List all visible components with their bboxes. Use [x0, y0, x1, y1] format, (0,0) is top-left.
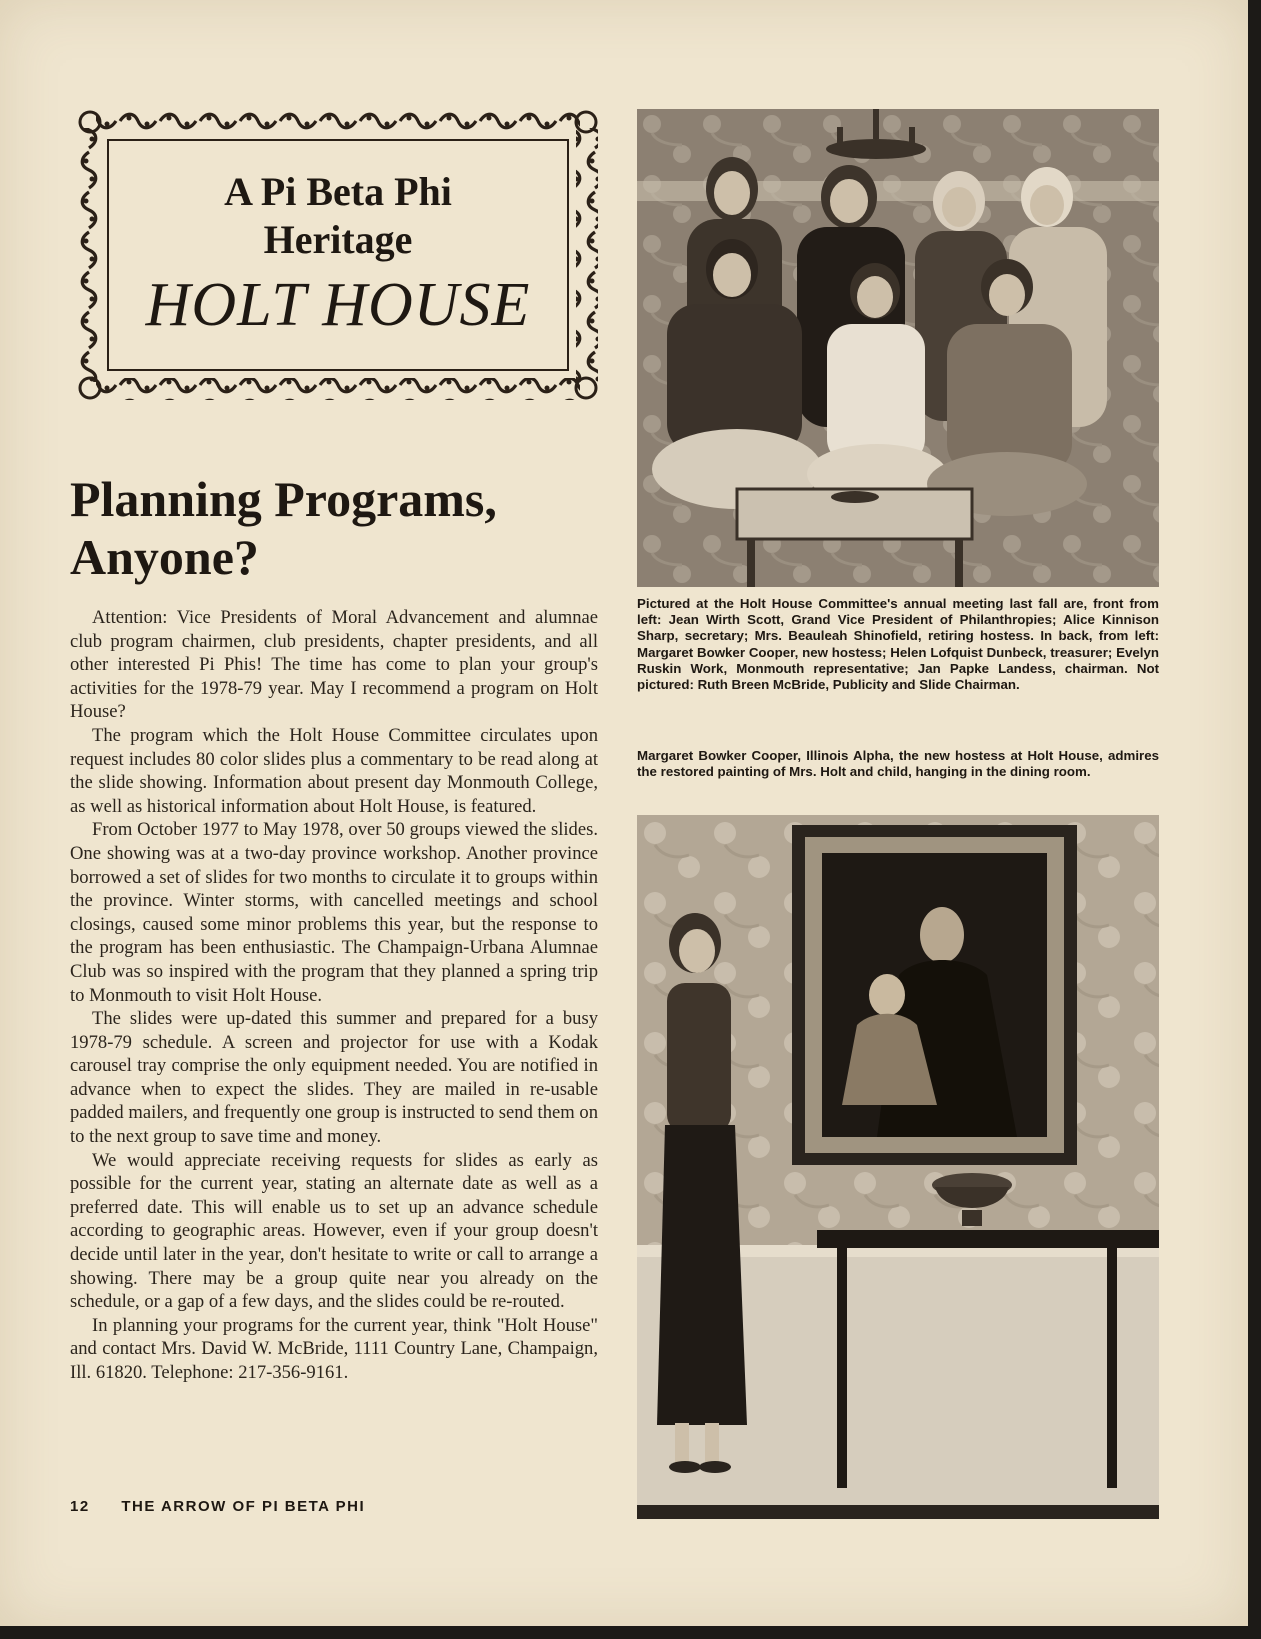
committee-group-photo [637, 109, 1159, 587]
article-body [70, 606, 598, 1385]
heading-holt-house: HOLT HOUSE [145, 271, 531, 339]
article-paragraph: The program which the Holt House Committee circulates upon request includes 80 color slides plus a commentary to be read along at the slide showing. Information about present day Monmouth College, as well as historical information about Holt House, is featured. [70, 724, 598, 817]
heading-line-1: A Pi Beta Phi [224, 169, 452, 214]
page-number: 12 [70, 1498, 90, 1515]
article-paragraph: From October 1977 to May 1978, over 50 groups viewed the slides. One showing was at a two-day province workshop. Another province borrowed a set of slides for two months to circulate it to groups within the province. Winter storms, with cancelled meetings and school closings, caused some minor problems this year, but the response to the program has been enthusiastic. The Champaign-Urbana Alumnae Club was so inspired with the program that they planned a spring trip to Monmouth to visit Holt House. [70, 819, 598, 1006]
article-paragraph: Attention: Vice Presidents of Moral Advancement and alumnae club program chairmen, club presidents, chapter presidents, and all other interested Pi Phis! The time has come to plan your group's activities for the 1978-79 year. May I recommend a program on Holt House? [70, 607, 598, 723]
publication-name: THE ARROW OF PI BETA PHI [121, 1498, 366, 1515]
photo-caption-committee: Pictured at the Holt House Committee's annual meeting last fall are, front from left: Jean Wirth Scott, Grand Vice President of Philanthropies; Alice Kinnison Sharp, secretary; Mrs. Beauleah Shinofield, retiring hostess. In back, from left: Margaret Bowker Cooper, new hostess; Helen Lofquist Dunbeck, treasurer; Evelyn Ruskin Work, Monmouth representative; Jan Papke Landess, chairman. Not pictured: Ruth Breen McBride, Publicity and Slide Chairman. [637, 596, 1159, 693]
heritage-heading-box [78, 110, 598, 400]
painting-photo [637, 815, 1159, 1519]
article-paragraph: The slides were up-dated this summer and prepared for a busy 1978-79 schedule. A screen and projector for use with a Kodak carousel tray comprise the only equipment needed. You are notified in advance when to expect the slides. They are mailed in re-usable padded mailers, and frequently one group is instructed to send them on to the next group to save time and money. [70, 1008, 598, 1148]
photo-caption-painting: Margaret Bowker Cooper, Illinois Alpha, the new hostess at Holt House, admires the restored painting of Mrs. Holt and child, hanging in the dining room. [637, 748, 1159, 780]
heading-line-2: Heritage [263, 217, 413, 262]
page-footer [70, 1498, 365, 1515]
article-paragraph: In planning your programs for the current year, think "Holt House" and contact Mrs. David W. McBride, 1111 Country Lane, Champaign, Ill. 61820. Telephone: 217-356-9161. [70, 1314, 598, 1383]
article-title: Planning Programs, Anyone? [70, 471, 497, 585]
article-paragraph: We would appreciate receiving requests for slides as early as possible for the current year, stating an alternate date as well as a preferred date. This will enable us to set up an advance schedule according to geographic areas. However, even if your group doesn't decide until later in the year, don't hesitate to write or call to arrange a showing. There may be a group quite near you already on the schedule, or a gap of a few days, and the slides could be re-routed. [70, 1149, 598, 1313]
